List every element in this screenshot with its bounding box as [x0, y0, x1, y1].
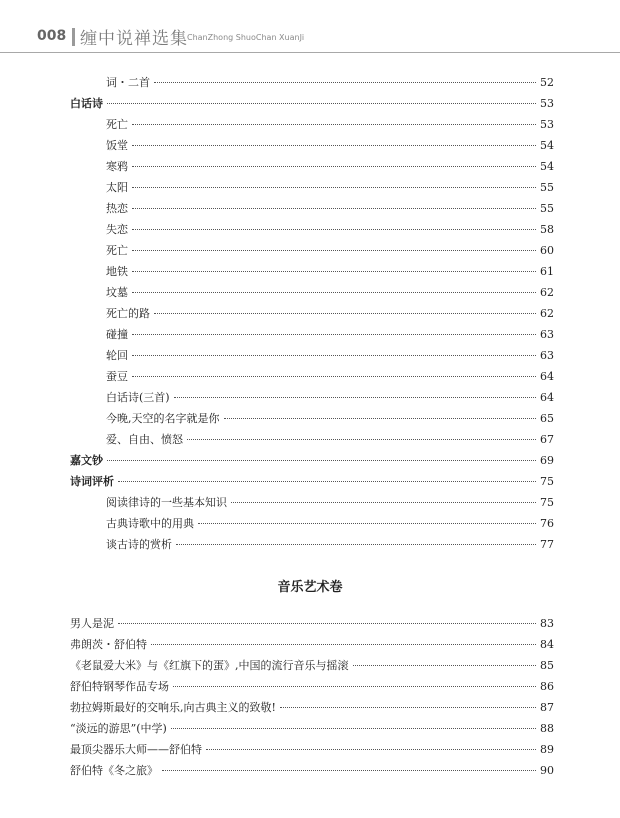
toc-entry-page: 65 — [540, 412, 554, 425]
toc-entry[interactable] — [70, 655, 554, 676]
toc-entry-title: 地铁 — [106, 265, 128, 278]
toc-list-part2 — [70, 613, 554, 781]
toc-entry[interactable] — [70, 240, 554, 261]
toc-entry[interactable] — [70, 697, 554, 718]
book-subtitle: ChanZhong ShuoChan XuanJi — [187, 33, 305, 42]
toc-entry-page: 64 — [540, 391, 554, 404]
toc-entry-page: 84 — [540, 638, 554, 651]
toc-entry-page: 69 — [540, 454, 554, 467]
toc-leader-dots — [206, 748, 536, 750]
toc-entry-page: 55 — [540, 181, 554, 194]
book-title: 缠中说禅选集 — [80, 29, 188, 49]
toc-entry[interactable] — [70, 366, 554, 387]
header-divider-bar — [72, 28, 75, 46]
toc-leader-dots — [132, 270, 536, 272]
toc-entry-title: 今晚,天空的名字就是你 — [106, 412, 220, 425]
toc-leader-dots — [176, 543, 536, 545]
toc-leader-dots — [107, 102, 536, 104]
toc-entry-title: 坟墓 — [106, 286, 128, 299]
toc-entry[interactable] — [70, 114, 554, 135]
toc-entry-page: 54 — [540, 139, 554, 152]
toc-entry-page: 61 — [540, 265, 554, 278]
toc-entry[interactable] — [70, 408, 554, 429]
toc-entry-page: 85 — [540, 659, 554, 672]
toc-entry[interactable] — [70, 739, 554, 760]
toc-entry-page: 60 — [540, 244, 554, 257]
page-header — [0, 0, 620, 56]
toc-entry-title: 爱、自由、愤怒 — [106, 433, 183, 446]
toc-entry[interactable] — [70, 324, 554, 345]
toc-entry-page: 83 — [540, 617, 554, 630]
toc-leader-dots — [280, 706, 536, 708]
toc-entry[interactable] — [70, 450, 554, 471]
toc-leader-dots — [132, 123, 536, 125]
toc-leader-dots — [132, 249, 536, 251]
toc-entry-title: 轮回 — [106, 349, 128, 362]
header-rule — [0, 52, 620, 53]
toc-entry-title: 死亡的路 — [106, 307, 150, 320]
toc-leader-dots — [162, 769, 536, 771]
toc-entry-title: 舒伯特《冬之旅》 — [70, 764, 158, 777]
toc-entry-page: 90 — [540, 764, 554, 777]
toc-entry-page: 89 — [540, 743, 554, 756]
toc-entry[interactable] — [70, 613, 554, 634]
toc-entry-page: 87 — [540, 701, 554, 714]
toc-leader-dots — [132, 165, 536, 167]
toc-entry-title: 诗词评析 — [70, 475, 114, 488]
toc-leader-dots — [151, 643, 536, 645]
toc-entry-page: 63 — [540, 328, 554, 341]
toc-entry-title: 弗朗茨・舒伯特 — [70, 638, 147, 651]
toc-entry-title: 热恋 — [106, 202, 128, 215]
toc-entry[interactable] — [70, 471, 554, 492]
toc-leader-dots — [132, 333, 536, 335]
toc-entry-title: 古典诗歌中的用典 — [106, 517, 194, 530]
toc-leader-dots — [132, 228, 536, 230]
toc-entry[interactable] — [70, 177, 554, 198]
toc-leader-dots — [132, 375, 536, 377]
toc-entry-title: 词・二首 — [106, 76, 150, 89]
toc-entry-title: 阅读律诗的一些基本知识 — [106, 496, 227, 509]
toc-entry-page: 76 — [540, 517, 554, 530]
toc-entry-title: 饭堂 — [106, 139, 128, 152]
toc-leader-dots — [353, 664, 537, 666]
toc-leader-dots — [132, 207, 536, 209]
toc-entry[interactable] — [70, 718, 554, 739]
toc-entry[interactable] — [70, 429, 554, 450]
toc-entry-page: 53 — [540, 97, 554, 110]
toc-leader-dots — [154, 81, 536, 83]
toc-entry[interactable] — [70, 135, 554, 156]
toc-entry[interactable] — [70, 634, 554, 655]
toc-entry[interactable] — [70, 534, 554, 555]
toc-entry-title: 蚕豆 — [106, 370, 128, 383]
toc-leader-dots — [187, 438, 536, 440]
toc-leader-dots — [171, 727, 536, 729]
toc-leader-dots — [132, 291, 536, 293]
toc-entry[interactable] — [70, 72, 554, 93]
toc-entry-title: 白话诗(三首) — [106, 391, 170, 404]
toc-entry[interactable] — [70, 760, 554, 781]
toc-entry-title: 失恋 — [106, 223, 128, 236]
toc-leader-dots — [132, 144, 536, 146]
toc-leader-dots — [174, 396, 536, 398]
toc-entry[interactable] — [70, 261, 554, 282]
toc-entry[interactable] — [70, 303, 554, 324]
toc-entry[interactable] — [70, 492, 554, 513]
toc-entry-page: 54 — [540, 160, 554, 173]
toc-entry-title: 谈古诗的赏析 — [106, 538, 172, 551]
toc-entry-page: 64 — [540, 370, 554, 383]
toc-entry-page: 75 — [540, 496, 554, 509]
toc-entry-page: 58 — [540, 223, 554, 236]
toc-leader-dots — [224, 417, 537, 419]
toc-entry-page: 75 — [540, 475, 554, 488]
toc-entry[interactable] — [70, 513, 554, 534]
toc-entry-page: 67 — [540, 433, 554, 446]
toc-entry-page: 62 — [540, 307, 554, 320]
toc-entry-page: 62 — [540, 286, 554, 299]
toc-entry-title: 太阳 — [106, 181, 128, 194]
toc-entry-title: 《老鼠爱大米》与《红旗下的蛋》,中国的流行音乐与摇滚 — [70, 659, 349, 672]
toc-leader-dots — [231, 501, 536, 503]
toc-entry-title: “淡远的游思”(中学) — [70, 722, 167, 735]
toc-entry[interactable] — [70, 219, 554, 240]
toc-entry[interactable] — [70, 345, 554, 366]
toc-entry-title: 勃拉姆斯最好的交响乐,向古典主义的致敬! — [70, 701, 276, 714]
toc-list-part1 — [70, 72, 554, 555]
section-heading: 音乐艺术卷 — [277, 580, 343, 595]
toc-entry-page: 55 — [540, 202, 554, 215]
toc-leader-dots — [173, 685, 536, 687]
toc-leader-dots — [154, 312, 536, 314]
toc-entry-page: 52 — [540, 76, 554, 89]
toc-leader-dots — [198, 522, 536, 524]
toc-leader-dots — [132, 354, 536, 356]
toc-entry-page: 86 — [540, 680, 554, 693]
toc-leader-dots — [132, 186, 536, 188]
toc-entry-title: 舒伯特钢琴作品专场 — [70, 680, 169, 693]
toc-entry[interactable] — [70, 93, 554, 114]
toc-entry-page: 63 — [540, 349, 554, 362]
toc-entry-page: 77 — [540, 538, 554, 551]
toc-entry-title: 碰撞 — [106, 328, 128, 341]
toc-leader-dots — [107, 459, 536, 461]
toc-leader-dots — [118, 480, 536, 482]
toc-entry[interactable] — [70, 156, 554, 177]
toc-entry-title: 死亡 — [106, 118, 128, 131]
toc-leader-dots — [118, 622, 536, 624]
toc-entry[interactable] — [70, 198, 554, 219]
toc-entry[interactable] — [70, 282, 554, 303]
toc-entry-title: 白话诗 — [70, 97, 103, 110]
toc-entry[interactable] — [70, 676, 554, 697]
toc-entry-title: 最顶尖器乐大师——舒伯特 — [70, 743, 202, 756]
page-number: 008 — [37, 28, 67, 44]
toc-entry-title: 寒鸦 — [106, 160, 128, 173]
toc-entry-title: 男人是泥 — [70, 617, 114, 630]
toc-entry[interactable] — [70, 387, 554, 408]
toc-entry-page: 53 — [540, 118, 554, 131]
toc-entry-title: 死亡 — [106, 244, 128, 257]
toc-entry-title: 嘉文钞 — [70, 454, 103, 467]
toc-entry-page: 88 — [540, 722, 554, 735]
